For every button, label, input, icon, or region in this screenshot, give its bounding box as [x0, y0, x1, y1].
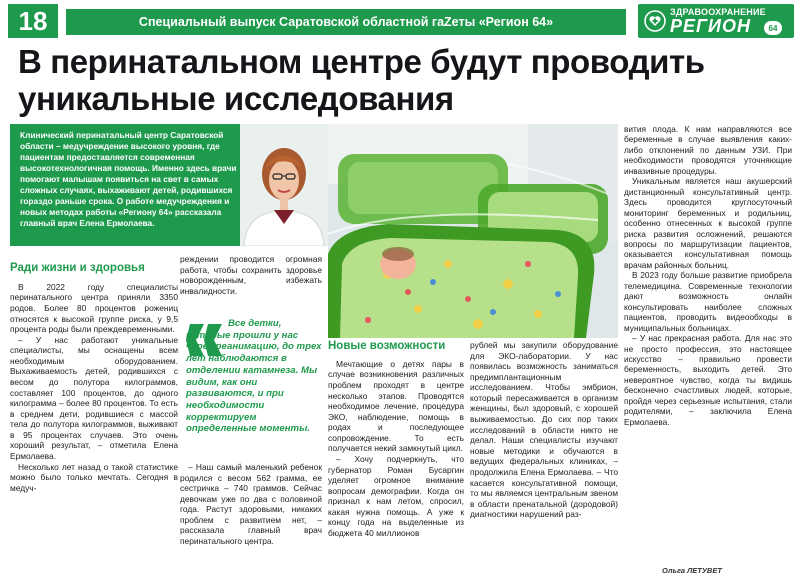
- paragraph: В 2022 году специалисты перинатального центра приняли 3350 родов. Более 80 процентов рожениц относятся к высокой группе риска, у 9,5 процента роды были преждевременными.: [10, 281, 178, 335]
- author-byline: Ольга ЛЕТУВЕТ: [662, 566, 722, 575]
- subhead-2: Новые возможности: [328, 340, 446, 352]
- column-1: [10, 262, 178, 493]
- column-4: [470, 340, 618, 520]
- logo-top-text: ЗДРАВООХРАНЕНИЕ: [670, 7, 766, 17]
- paragraph: В 2023 году больше развитие приобрела телемедицина. Современные технологии дают возможность онлайн консультировать наиболее сложных пациентов, проводить видеообходы в муниципальных больницах.: [624, 270, 792, 333]
- paragraph: – Наш самый маленький ребенок родился с весом 562 грамма, ее сестричка – 740 граммов. Сейчас девочкам уже по два с половиной года. Растут здоровыми, никаких проблем с развитием нет, – рассказала главный врач перинатального центра.: [180, 462, 322, 547]
- bassinets-image: [328, 124, 618, 338]
- paragraph: вития плода. К нам направляются все беременные в случае выявления каких-либо отклонений по данным УЗИ. При необходимости проводятся уточняющие инвазивные процедуры.: [624, 124, 792, 176]
- column-3: [328, 340, 464, 539]
- pull-quote-text: Все детки, которые прошли у нас через реанимацию, до трех лет наблюдаются в отделении катамнеза. Мы видим, как они развиваются, и при необходимости корректируем определенные моменты.: [186, 318, 322, 435]
- paragraph: рублей мы закупили оборудование для ЭКО-лаборатории. У нас появилась возможность заниматься предимплантационным исследованием. Чтобы эмбрион, который пересаживается в организм женщины, был здоровый, с хорошей выживаемостью. До сих пор таких исследований в области никто не делал. Наши специалисты изучают новые методики и обучаются в ведущих федеральных клиниках, – продолжила Елена Ермолаева. – Что касается консультативной помощи, то мы являемся центральным звеном в области пренатальной (дородовой) диагностики нарушений раз-: [470, 340, 618, 520]
- paragraph: – У нас работают уникальные специалисты, мы оснащены всем необходимым оборудованием. Выхаживаемость детей, родившихся с весом до полутора килограммов, составляет 100 процентов, до одного килограмма – более 80 процентов. То есть в среднем дети, родившиеся с массой тела до полутора килограммов, выживают в 95 процентах случаев. Это очень хороший результат, – отметила Елена Ермолаева.: [10, 334, 178, 462]
- lead-text: Клинический перинатальный центр Саратовской области – медучреждение высокого уровня, где пациентам предоставляется современная высокотехнологичная помощь. Именно здесь врачи помогают малышам появиться на свет в самых сложных случаях, выхаживают детей, родившихся гораздо раньше срока. О работе медучреждения и новых методах работы «Региону 64» рассказала главный врач Елена Ермолаева.: [20, 130, 237, 228]
- paragraph: – Хочу подчеркнуть, что губернатор Роман Бусаргин уделяет огромное внимание вопросам демографии. Когда он признал к нам летом, спросил, какая нужна помощь. А уже к концу года на выделенные из бюджета 40 миллионов: [328, 454, 464, 539]
- article-headline: В перинатальном центре будут проводить уникальные исследования: [18, 43, 705, 117]
- nicu-bassinets-photo: [328, 124, 618, 338]
- page-number: 18: [8, 4, 58, 38]
- paragraph: – У нас прекрасная работа. Для нас это не просто профессия, это настоящее искусство – правильно провести беременность, выходить детей. Это невероятное чувство, когда ты видишь бесконечно счастливых людей, которые, пройдя через серьезные испытания, стали родителями, – заключила Елена Ермолаева.: [624, 333, 792, 427]
- column-2: [180, 254, 322, 296]
- paragraph: Уникальным является наш акушерский дистанционный консультативный центр. Здесь проводится круглосуточный мониторинг беременных и родильниц, особенно отнесенных к высокой группе риска развития осложнений, решаются вопросы по маршрутизации пациентов, оказывается консультативная помощь врачам районных больниц.: [624, 176, 792, 270]
- logo-number: 64: [764, 21, 782, 35]
- region-logo: [638, 4, 794, 38]
- heart-cross-icon: [644, 10, 666, 32]
- publication-line: Специальный выпуск Саратовской областной гаZеты «Регион 64»: [66, 9, 626, 35]
- doctor-photo-image: [240, 124, 328, 246]
- pull-quote: [186, 318, 322, 435]
- doctor-portrait: [240, 124, 328, 246]
- column-2-bottom: [180, 462, 322, 547]
- paragraph: реждении проводится огромная работа, чтобы сохранить здоровье новорожденным, избежать инвалидности.: [180, 254, 322, 296]
- column-5: [624, 124, 792, 427]
- logo-main-text: РЕГИОН: [670, 16, 752, 36]
- paragraph: Мечтающие о детях пары в случае возникновения различных проблем проходят в центре несколько этапов. Проводятся необходимое лечение, процедура ЭКО, наблюдение, помощь в родах и последующее сопровождение. То есть получается некий замкнутый цикл.: [328, 358, 464, 454]
- subhead-1: Ради жизни и здоровья: [10, 262, 145, 274]
- paragraph: Несколько лет назад о такой статистике можно было только мечтать. Сегодня в медуч-: [10, 461, 178, 493]
- page-header: [0, 0, 800, 40]
- lead-box: [10, 124, 328, 246]
